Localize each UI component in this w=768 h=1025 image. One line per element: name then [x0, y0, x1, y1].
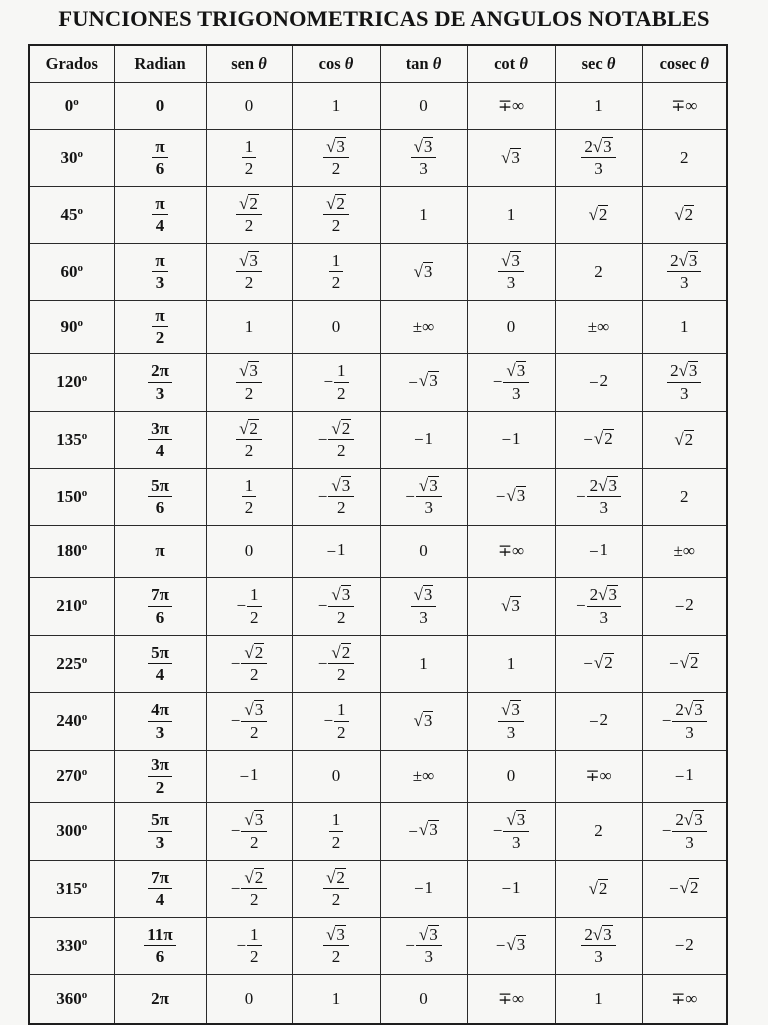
cell-deg: 45$^o$	[29, 186, 114, 243]
cell-deg: 60$^o$	[29, 243, 114, 300]
table-body	[29, 82, 727, 1024]
cell-cot: 0	[467, 750, 555, 802]
cell-tan: −1	[380, 860, 467, 917]
header-cot: cot θ	[467, 45, 555, 82]
cell-deg: 0$^o$	[29, 82, 114, 129]
cell-rad: π	[114, 525, 206, 577]
cell-rad: $\frac{5\pi}{6}$	[114, 468, 206, 525]
table-row	[29, 468, 727, 525]
table-row	[29, 750, 727, 802]
cell-rad: $\frac{\pi}{2}$	[114, 300, 206, 353]
cell-cosec: −1	[642, 750, 727, 802]
cell-deg: 270$^o$	[29, 750, 114, 802]
cell-rad: $\frac{7\pi}{6}$	[114, 577, 206, 635]
cell-deg: 135$^o$	[29, 411, 114, 468]
cell-tan: 1	[380, 635, 467, 692]
cell-rad: $\frac{3\pi}{4}$	[114, 411, 206, 468]
cell-cosec: 1	[642, 300, 727, 353]
cell-cos: 0	[292, 750, 380, 802]
cell-deg: 150$^o$	[29, 468, 114, 525]
cell-cosec: ∓∞	[642, 974, 727, 1024]
cell-deg: 30$^o$	[29, 129, 114, 186]
cell-sec: $\frac{2√3}{3}$	[555, 129, 642, 186]
cell-sec: 1	[555, 82, 642, 129]
header-tan: tan θ	[380, 45, 467, 82]
cell-cot: −√3	[467, 468, 555, 525]
cell-cos: 1	[292, 974, 380, 1024]
cell-tan: −√3	[380, 353, 467, 411]
cell-cosec: −2	[642, 577, 727, 635]
table-row	[29, 635, 727, 692]
cell-rad: $\frac{4\pi}{3}$	[114, 692, 206, 750]
cell-tan: ±∞	[380, 750, 467, 802]
cell-rad: $\frac{\pi}{6}$	[114, 129, 206, 186]
cell-cosec: √2	[642, 186, 727, 243]
cell-cos: − $\frac{1}{2}$	[292, 692, 380, 750]
cell-sen: − $\frac{√3}{2}$	[206, 802, 292, 860]
cell-sec: √2	[555, 186, 642, 243]
cell-cot: 1	[467, 186, 555, 243]
cell-cos: − $\frac{1}{2}$	[292, 353, 380, 411]
cell-rad: $\frac{7\pi}{4}$	[114, 860, 206, 917]
cell-sec: −√2	[555, 411, 642, 468]
cell-sen: − $\frac{√2}{2}$	[206, 635, 292, 692]
cell-cot: − $\frac{√3}{3}$	[467, 802, 555, 860]
cell-cosec: − $\frac{2√3}{3}$	[642, 692, 727, 750]
cell-cosec: −2	[642, 917, 727, 974]
page-title: FUNCIONES TRIGONOMETRICAS DE ANGULOS NOTABLES	[58, 6, 710, 31]
cell-sec: 2	[555, 802, 642, 860]
cell-deg: 330$^o$	[29, 917, 114, 974]
cell-cos: $\frac{√3}{2}$	[292, 129, 380, 186]
cell-deg: 240$^o$	[29, 692, 114, 750]
cell-cosec: −√2	[642, 860, 727, 917]
cell-rad: $\frac{\pi}{4}$	[114, 186, 206, 243]
cell-sen: − $\frac{√2}{2}$	[206, 860, 292, 917]
cell-cot: ∓∞	[467, 525, 555, 577]
cell-cos: − $\frac{√2}{2}$	[292, 411, 380, 468]
cell-cos: $\frac{√3}{2}$	[292, 917, 380, 974]
trig-table	[28, 44, 728, 1025]
cell-sen: $\frac{√3}{2}$	[206, 353, 292, 411]
cell-deg: 180$^o$	[29, 525, 114, 577]
cell-deg: 315$^o$	[29, 860, 114, 917]
cell-cosec: − $\frac{2√3}{3}$	[642, 802, 727, 860]
cell-rad: $\frac{2\pi}{3}$	[114, 353, 206, 411]
cell-rad: $\frac{5\pi}{4}$	[114, 635, 206, 692]
cell-sec: ±∞	[555, 300, 642, 353]
table-row	[29, 411, 727, 468]
cell-deg: 225$^o$	[29, 635, 114, 692]
cell-cot: √3	[467, 129, 555, 186]
cell-cos: 0	[292, 300, 380, 353]
cell-cos: 1	[292, 82, 380, 129]
cell-deg: 360$^o$	[29, 974, 114, 1024]
cell-sec: − $\frac{2√3}{3}$	[555, 468, 642, 525]
cell-cosec: $\frac{2√3}{3}$	[642, 353, 727, 411]
cell-sen: − $\frac{√3}{2}$	[206, 692, 292, 750]
table-row	[29, 692, 727, 750]
cell-sec: √2	[555, 860, 642, 917]
cell-sen: $\frac{√3}{2}$	[206, 243, 292, 300]
table-row	[29, 974, 727, 1024]
cell-sen: $\frac{√2}{2}$	[206, 411, 292, 468]
table-row	[29, 129, 727, 186]
header-sec: sec θ	[555, 45, 642, 82]
table-row	[29, 525, 727, 577]
cell-sec: −2	[555, 353, 642, 411]
cell-sec: −1	[555, 525, 642, 577]
cell-sec: 1	[555, 974, 642, 1024]
cell-sen: $\frac{1}{2}$	[206, 129, 292, 186]
cell-sen: −1	[206, 750, 292, 802]
cell-sen: $\frac{1}{2}$	[206, 468, 292, 525]
table-row	[29, 353, 727, 411]
header-sen: sen θ	[206, 45, 292, 82]
cell-sec: 2	[555, 243, 642, 300]
cell-tan: √3	[380, 243, 467, 300]
cell-sec: −√2	[555, 635, 642, 692]
cell-tan: $\frac{√3}{3}$	[380, 129, 467, 186]
cell-deg: 90$^o$	[29, 300, 114, 353]
cell-rad: 2π	[114, 974, 206, 1024]
cell-tan: −√3	[380, 802, 467, 860]
cell-tan: −1	[380, 411, 467, 468]
cell-rad: $\frac{\pi}{3}$	[114, 243, 206, 300]
cell-cos: $\frac{1}{2}$	[292, 243, 380, 300]
cell-deg: 300$^o$	[29, 802, 114, 860]
cell-sen: − $\frac{1}{2}$	[206, 577, 292, 635]
cell-sec: −2	[555, 692, 642, 750]
cell-cos: − $\frac{√3}{2}$	[292, 468, 380, 525]
cell-rad: 0	[114, 82, 206, 129]
header-cos: cos θ	[292, 45, 380, 82]
cell-sen: 0	[206, 525, 292, 577]
cell-sen: 0	[206, 82, 292, 129]
cell-sec: − $\frac{2√3}{3}$	[555, 577, 642, 635]
table-row	[29, 186, 727, 243]
cell-cosec: ±∞	[642, 525, 727, 577]
cell-tan: − $\frac{√3}{3}$	[380, 917, 467, 974]
cell-cot: √3	[467, 577, 555, 635]
table-row	[29, 243, 727, 300]
cell-tan: − $\frac{√3}{3}$	[380, 468, 467, 525]
header-row	[29, 45, 727, 82]
table-row	[29, 860, 727, 917]
cell-sen: 1	[206, 300, 292, 353]
cell-cosec: ∓∞	[642, 82, 727, 129]
cell-cos: −1	[292, 525, 380, 577]
cell-deg: 210$^o$	[29, 577, 114, 635]
cell-deg: 120$^o$	[29, 353, 114, 411]
cell-cot: $\frac{√3}{3}$	[467, 243, 555, 300]
cell-cosec: √2	[642, 411, 727, 468]
cell-cot: −1	[467, 411, 555, 468]
cell-cosec: 2	[642, 129, 727, 186]
cell-sec: $\frac{2√3}{3}$	[555, 917, 642, 974]
cell-tan: $\frac{√3}{3}$	[380, 577, 467, 635]
cell-sec: ∓∞	[555, 750, 642, 802]
cell-cot: −1	[467, 860, 555, 917]
cell-rad: $\frac{5\pi}{3}$	[114, 802, 206, 860]
cell-cot: − $\frac{√3}{3}$	[467, 353, 555, 411]
header-grados: Grados	[29, 45, 114, 82]
cell-rad: $\frac{11\pi}{6}$	[114, 917, 206, 974]
table-row	[29, 917, 727, 974]
cell-cot: 1	[467, 635, 555, 692]
cell-tan: 0	[380, 525, 467, 577]
cell-rad: $\frac{3\pi}{2}$	[114, 750, 206, 802]
header-radian: Radian	[114, 45, 206, 82]
cell-cosec: $\frac{2√3}{3}$	[642, 243, 727, 300]
cell-sen: − $\frac{1}{2}$	[206, 917, 292, 974]
cell-sen: $\frac{√2}{2}$	[206, 186, 292, 243]
cell-cos: − $\frac{√2}{2}$	[292, 635, 380, 692]
cell-cos: − $\frac{√3}{2}$	[292, 577, 380, 635]
table-row	[29, 300, 727, 353]
cell-cot: ∓∞	[467, 82, 555, 129]
cell-cot: ∓∞	[467, 974, 555, 1024]
cell-sen: 0	[206, 974, 292, 1024]
cell-cos: $\frac{√2}{2}$	[292, 186, 380, 243]
cell-cot: −√3	[467, 917, 555, 974]
cell-cosec: −√2	[642, 635, 727, 692]
cell-tan: ±∞	[380, 300, 467, 353]
table-row	[29, 577, 727, 635]
cell-cosec: 2	[642, 468, 727, 525]
cell-cot: 0	[467, 300, 555, 353]
cell-tan: 1	[380, 186, 467, 243]
cell-cos: $\frac{√2}{2}$	[292, 860, 380, 917]
table-row	[29, 82, 727, 129]
cell-cos: $\frac{1}{2}$	[292, 802, 380, 860]
table-row	[29, 802, 727, 860]
cell-tan: 0	[380, 82, 467, 129]
cell-tan: 0	[380, 974, 467, 1024]
header-cosec: cosec θ	[642, 45, 727, 82]
cell-tan: √3	[380, 692, 467, 750]
cell-cot: $\frac{√3}{3}$	[467, 692, 555, 750]
